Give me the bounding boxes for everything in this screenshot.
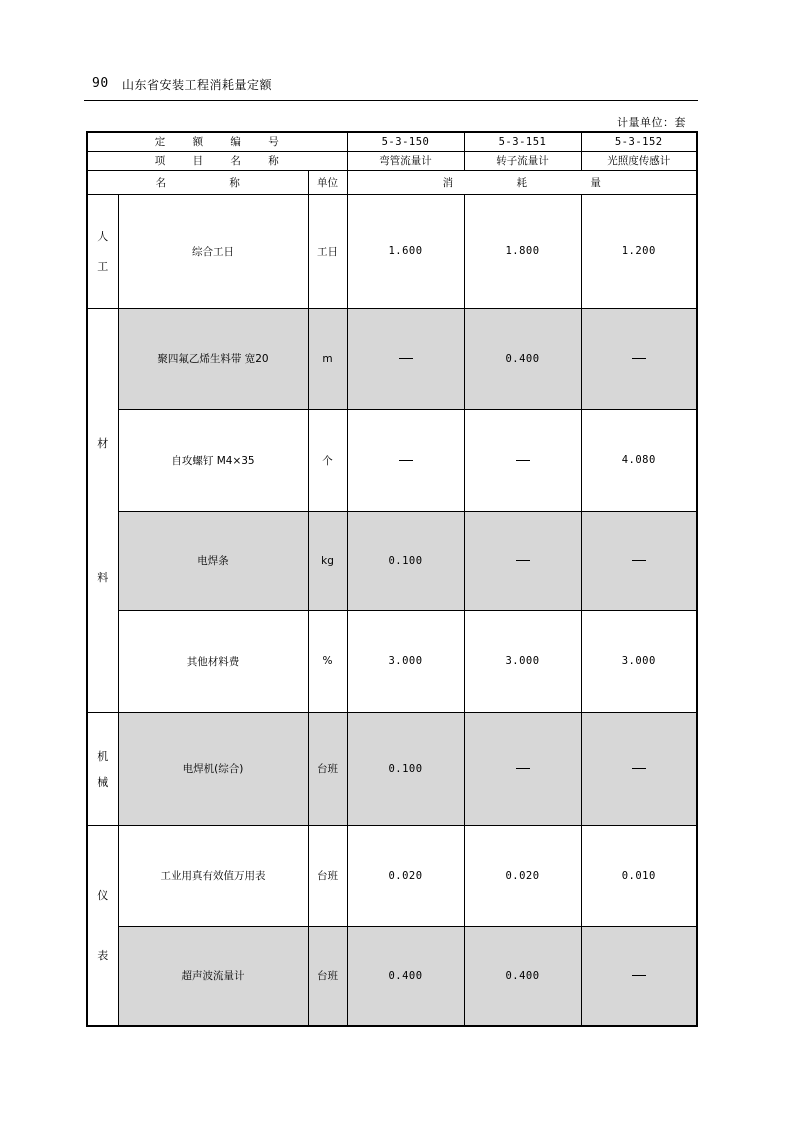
row-value: 4.080 bbox=[581, 409, 697, 511]
table-row bbox=[87, 409, 697, 511]
quota-code-152: 5-3-152 bbox=[581, 132, 697, 151]
row-unit: 工日 bbox=[308, 194, 347, 308]
category-instrument-char-2: 表 bbox=[97, 949, 109, 963]
row-name: 电焊机(综合) bbox=[118, 712, 308, 825]
table-row bbox=[87, 610, 697, 712]
row-value bbox=[347, 409, 464, 511]
row-name: 自攻螺钉 M4×35 bbox=[118, 409, 308, 511]
row-unit: 台班 bbox=[308, 825, 347, 926]
category-labor bbox=[87, 194, 118, 308]
row-value bbox=[347, 308, 464, 409]
row-unit: 台班 bbox=[308, 926, 347, 1026]
empty-value-dash bbox=[399, 358, 413, 359]
row-value: 0.020 bbox=[464, 825, 581, 926]
item-name-151: 转子流量计 bbox=[464, 151, 581, 170]
table-row bbox=[87, 308, 697, 409]
row-value bbox=[581, 511, 697, 610]
empty-value-dash bbox=[632, 768, 646, 769]
row-unit: 个 bbox=[308, 409, 347, 511]
row-name: 综合工日 bbox=[118, 194, 308, 308]
empty-value-dash bbox=[516, 560, 530, 561]
quota-code-150: 5-3-150 bbox=[347, 132, 464, 151]
empty-value-dash bbox=[516, 460, 530, 461]
category-machinery bbox=[87, 712, 118, 825]
header-rule bbox=[84, 100, 698, 101]
row-value bbox=[581, 926, 697, 1026]
row-value: 3.000 bbox=[581, 610, 697, 712]
row-value: 0.100 bbox=[347, 712, 464, 825]
table-row-codes bbox=[87, 132, 697, 151]
col-header-consumption: 消 耗 量 bbox=[347, 170, 697, 194]
page-header bbox=[84, 74, 698, 100]
row-name: 电焊条 bbox=[118, 511, 308, 610]
row-value: 1.600 bbox=[347, 194, 464, 308]
quota-table bbox=[86, 131, 698, 1027]
row-value bbox=[581, 308, 697, 409]
row-value: 0.100 bbox=[347, 511, 464, 610]
row-unit: % bbox=[308, 610, 347, 712]
row-name: 工业用真有效值万用表 bbox=[118, 825, 308, 926]
row-value: 0.020 bbox=[347, 825, 464, 926]
item-name-150: 弯管流量计 bbox=[347, 151, 464, 170]
empty-value-dash bbox=[632, 975, 646, 976]
category-machinery-char-2: 械 bbox=[97, 775, 109, 789]
row-name: 聚四氟乙烯生料带 宽20 bbox=[118, 308, 308, 409]
row-unit: m bbox=[308, 308, 347, 409]
table-row-item-names bbox=[87, 151, 697, 170]
row-value bbox=[464, 409, 581, 511]
table-row-column-headers bbox=[87, 170, 697, 194]
table-row bbox=[87, 712, 697, 825]
item-name-label: 项 目 名 称 bbox=[87, 151, 347, 170]
row-value: 0.010 bbox=[581, 825, 697, 926]
row-value: 0.400 bbox=[347, 926, 464, 1026]
row-value: 0.400 bbox=[464, 926, 581, 1026]
category-material-char-1: 材 bbox=[97, 437, 109, 450]
row-unit: kg bbox=[308, 511, 347, 610]
book-title: 山东省安装工程消耗量定额 bbox=[122, 78, 273, 92]
row-value: 3.000 bbox=[464, 610, 581, 712]
row-unit: 台班 bbox=[308, 712, 347, 825]
empty-value-dash bbox=[632, 358, 646, 359]
page-number: 90 bbox=[92, 76, 109, 91]
row-value bbox=[464, 511, 581, 610]
row-value bbox=[581, 712, 697, 825]
category-labor-char-2: 工 bbox=[97, 260, 109, 273]
empty-value-dash bbox=[399, 460, 413, 461]
category-machinery-char-1: 机 bbox=[97, 749, 109, 763]
item-name-152: 光照度传感计 bbox=[581, 151, 697, 170]
row-value bbox=[464, 712, 581, 825]
col-header-name: 名 称 bbox=[87, 170, 308, 194]
row-value: 1.200 bbox=[581, 194, 697, 308]
col-header-unit: 单位 bbox=[308, 170, 347, 194]
quota-code-151: 5-3-151 bbox=[464, 132, 581, 151]
table-row bbox=[87, 926, 697, 1026]
empty-value-dash bbox=[516, 768, 530, 769]
category-instrument bbox=[87, 825, 118, 1026]
quota-code-label: 定 额 编 号 bbox=[87, 132, 347, 151]
category-material bbox=[87, 308, 118, 712]
row-value: 1.800 bbox=[464, 194, 581, 308]
empty-value-dash bbox=[632, 560, 646, 561]
row-name: 超声波流量计 bbox=[118, 926, 308, 1026]
category-instrument-char-1: 仪 bbox=[97, 889, 109, 903]
table-row bbox=[87, 825, 697, 926]
category-labor-char-1: 人 bbox=[97, 230, 109, 243]
row-name: 其他材料费 bbox=[118, 610, 308, 712]
category-material-char-2: 料 bbox=[97, 571, 109, 584]
table-row bbox=[87, 511, 697, 610]
table-row bbox=[87, 194, 697, 308]
row-value: 0.400 bbox=[464, 308, 581, 409]
row-value: 3.000 bbox=[347, 610, 464, 712]
unit-note: 计量单位：套 bbox=[617, 116, 686, 129]
